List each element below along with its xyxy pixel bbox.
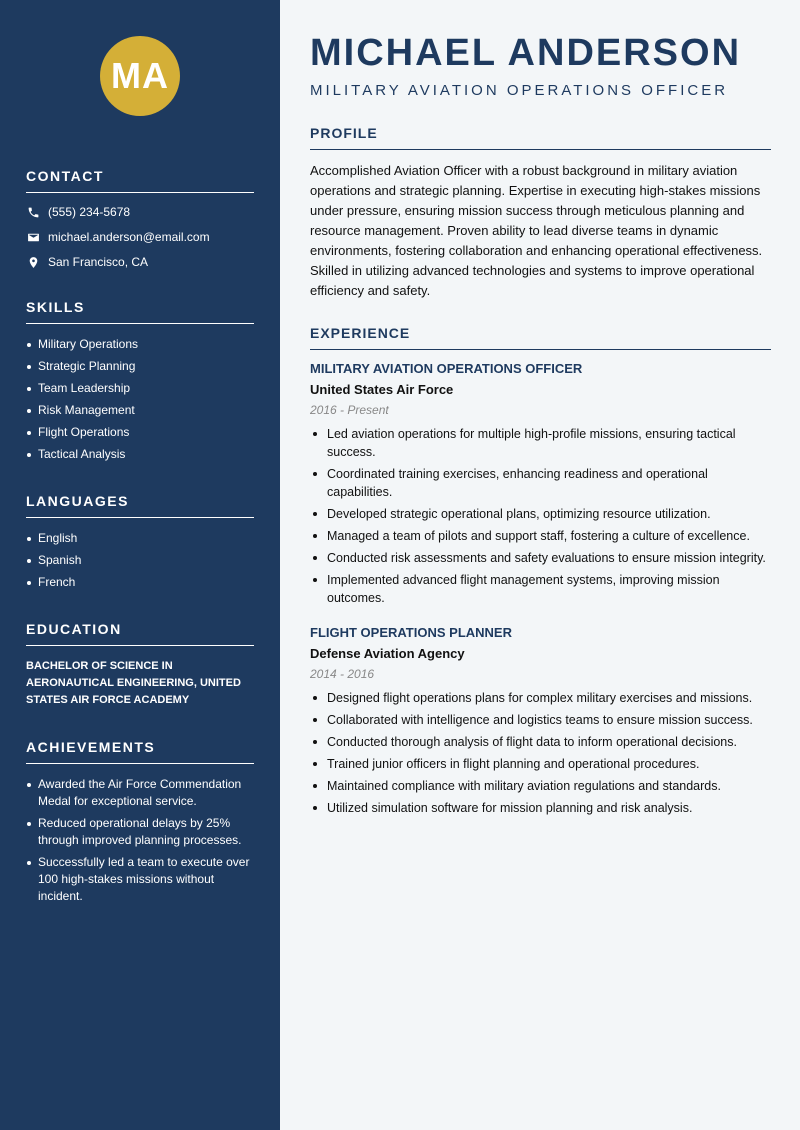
profile-section	[310, 125, 771, 301]
job-bullet: Developed strategic operational plans, optimizing resource utilization.	[310, 505, 771, 523]
job-bullet: Maintained compliance with military aviation regulations and standards.	[310, 777, 771, 795]
candidate-title: MILITARY AVIATION OPERATIONS OFFICER	[310, 82, 729, 99]
job-bullet: Coordinated training exercises, enhancing readiness and operational capabilities.	[310, 465, 771, 501]
achievement-item: Reduced operational delays by 25% through improved planning processes.	[26, 815, 254, 849]
job-bullet: Trained junior officers in flight planning and operational procedures.	[310, 755, 771, 773]
contact-heading: CONTACT	[26, 168, 254, 193]
job-bullet: Utilized simulation software for mission planning and risk analysis.	[310, 799, 771, 817]
skill-item: Team Leadership	[26, 380, 254, 397]
education-heading: EDUCATION	[26, 621, 254, 646]
job-title: FLIGHT OPERATIONS PLANNER	[310, 625, 512, 640]
job-title: MILITARY AVIATION OPERATIONS OFFICER	[310, 361, 583, 376]
skills-list	[26, 336, 254, 463]
skill-item: Military Operations	[26, 336, 254, 353]
skill-item: Risk Management	[26, 402, 254, 419]
mail-icon	[26, 230, 40, 244]
skill-item: Flight Operations	[26, 424, 254, 441]
job-company: Defense Aviation Agency	[310, 646, 465, 661]
skill-item: Strategic Planning	[26, 358, 254, 375]
contact-email	[26, 230, 254, 244]
achievement-item: Successfully led a team to execute over 100 high-stakes missions without incident.	[26, 854, 254, 905]
main-content	[280, 0, 800, 1130]
job-bullet: Collaborated with intelligence and logistics teams to ensure mission success.	[310, 711, 771, 729]
phone-icon	[26, 205, 40, 219]
achievements-heading: ACHIEVEMENTS	[26, 739, 254, 764]
skills-section	[26, 299, 254, 463]
contact-section	[26, 168, 254, 269]
achievement-item: Awarded the Air Force Commendation Medal for exceptional service.	[26, 776, 254, 810]
language-item: French	[26, 574, 254, 591]
job-bullet: Led aviation operations for multiple high-profile missions, ensuring tactical success.	[310, 425, 771, 461]
candidate-name: MICHAEL ANDERSON	[310, 32, 742, 74]
job-bullets	[310, 689, 771, 817]
job-bullet: Designed flight operations plans for complex military exercises and missions.	[310, 689, 771, 707]
location-text: San Francisco, CA	[48, 255, 149, 269]
job-bullet: Implemented advanced flight management systems, improving mission outcomes.	[310, 571, 771, 607]
job-entry	[310, 361, 771, 607]
job-bullets	[310, 425, 771, 607]
skills-heading: SKILLS	[26, 299, 254, 324]
experience-section	[310, 325, 771, 817]
skill-item: Tactical Analysis	[26, 446, 254, 463]
job-bullet: Conducted risk assessments and safety evaluations to ensure mission integrity.	[310, 549, 771, 567]
location-pin-icon	[26, 255, 40, 269]
education-degree: BACHELOR OF SCIENCE IN AERONAUTICAL ENGINEERING, UNITED STATES AIR FORCE ACADEMY	[26, 660, 241, 706]
avatar: MA	[100, 36, 180, 116]
profile-heading: PROFILE	[310, 125, 771, 150]
language-item: Spanish	[26, 552, 254, 569]
job-bullet: Conducted thorough analysis of flight data to inform operational decisions.	[310, 733, 771, 751]
sidebar	[0, 0, 280, 1130]
experience-heading: EXPERIENCE	[310, 325, 771, 350]
job-bullet: Managed a team of pilots and support staff, fostering a culture of excellence.	[310, 527, 771, 545]
phone-text[interactable]: (555) 234-5678	[48, 205, 131, 219]
contact-phone	[26, 205, 254, 219]
contact-location	[26, 255, 254, 269]
job-entry	[310, 625, 771, 817]
achievements-section	[26, 739, 254, 905]
email-text[interactable]: michael.anderson@email.com	[48, 230, 210, 244]
language-item: English	[26, 530, 254, 547]
languages-section	[26, 493, 254, 591]
job-dates: 2014 - 2016	[310, 667, 375, 681]
education-section	[26, 621, 254, 709]
achievements-list	[26, 776, 254, 905]
languages-list	[26, 530, 254, 591]
languages-heading: LANGUAGES	[26, 493, 254, 518]
job-company: United States Air Force	[310, 382, 454, 397]
job-dates: 2016 - Present	[310, 403, 389, 417]
profile-text: Accomplished Aviation Officer with a robust background in military aviation operations and strategic planning. Expertise in executing high-stakes missions under pressure, ensuring mission success through meticulous planning and resource management. Proven ability to lead diverse teams in dynamic environments, fostering collaboration and enhancing operational effectiveness. Skilled in utilizing advanced technologies and systems to improve operational efficiency and safety.	[310, 163, 763, 298]
